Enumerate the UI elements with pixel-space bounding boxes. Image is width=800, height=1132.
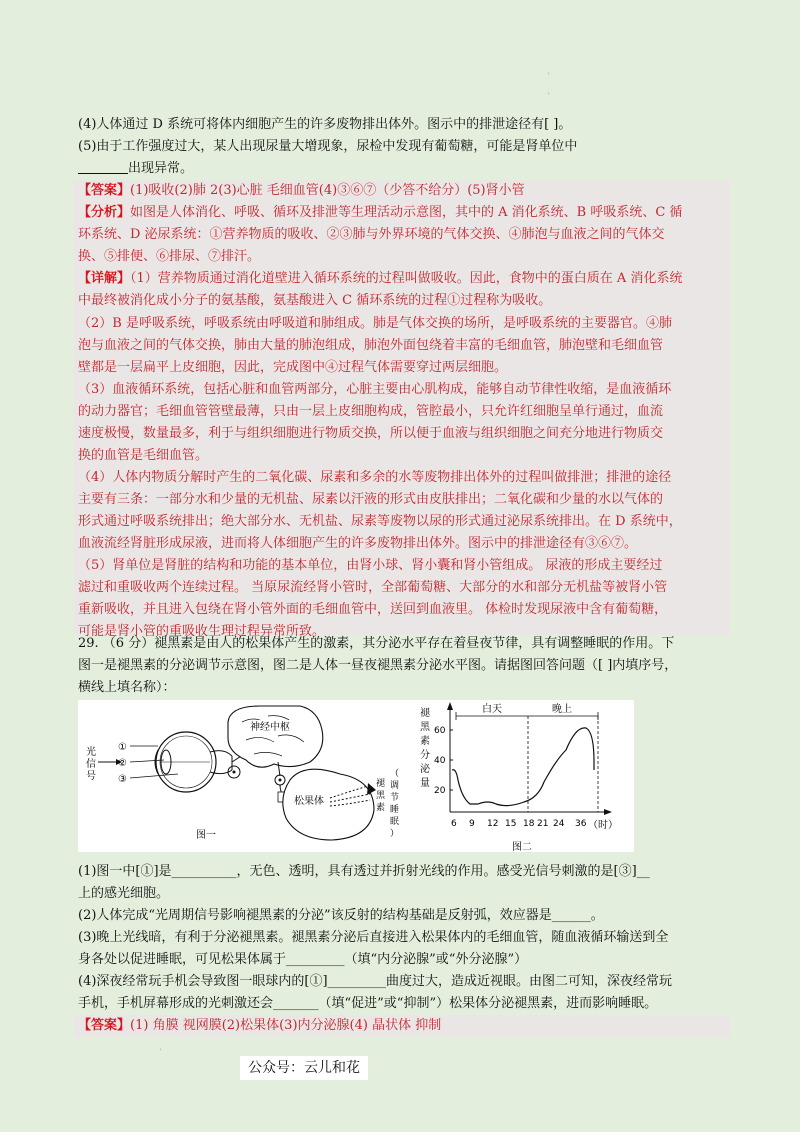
answer-line [78,180,728,201]
stray-mark: ' [548,72,550,79]
detail-line-2: 中最终被消化成小分子的氨基酸，氨基酸进入 C 循环系统的过程①过程称为吸收。 [78,293,552,308]
detail-line-13: 血液流经肾脏形成尿液，进而将人体细胞产生的许多废物排出体外。图示中的排泄途径有③⑥⑦。 [78,536,638,551]
light-label-1: 光 [86,747,96,758]
ylabel-5: 泌 [420,764,430,775]
x-tick-label: 18 [523,819,535,829]
detail-tag: 【详解】 [78,271,131,286]
ylabel-6: 量 [420,778,430,789]
pineal-label: 松果体 [294,796,324,807]
detail-line-8: 速度极慢，数量最多，利于与组织细胞进行物质交换，所以便于血液与组织细胞之间充分地进行物质交 [78,426,664,441]
footer-brand: 公众号：云儿和花 [240,1056,368,1080]
num-1: ① [118,742,127,753]
light-label-2: 信 [86,759,96,770]
detail-text: （1）营养物质通过消化道壁进入循环系统的过程叫做吸收。因此，食物中的蛋白质在 A 消化系统 [130,271,683,286]
question-29-line2: 图一是褪黑素的分泌调节示意图，图二是人体一昼夜褪黑素分泌水平图。请据图回答问题（[ ]内填序号， [78,658,678,673]
question-29-line3: 横线上填名称）： [78,680,176,695]
detail-line-9: 换的血管是毛细血管。 [78,448,209,463]
effect-label-4: 睡 [390,805,400,815]
sub-question-1-line2: 上的感光细胞。 [78,886,170,901]
analysis-text: 如图是人体消化、呼吸、循环及排泄等生理活动示意图，其中的 A 消化系统、B 呼吸系统、C 循 [130,205,683,220]
effect-label-2: 调 [390,781,400,791]
y-tick-label: 20 [434,786,446,796]
detail-line-12: 形式通过呼吸系统排出；绝大部分水、无机盐、尿素等废物以尿的形式通过泌尿系统排出。在 D 系统中， [78,514,682,529]
pointer-3 [130,774,178,778]
sub-question-2: (2)人体完成“光周期信号影响褪黑素的分泌”该反射的结构基础是反射弧，效应器是______。 [78,908,604,923]
stray-mark: ' [548,92,550,99]
x-tick-label: 12 [487,819,499,829]
num-3: ③ [118,774,127,785]
answer-blank [78,161,128,174]
x-tick-label: 9 [469,819,475,829]
figure-2-caption: 图二 [512,842,532,852]
x-tick-label: 24 [553,819,565,829]
ylabel-4: 分 [420,750,430,761]
detail-line-11: 主要有三条：一部分水和少量的无机盐、尿素以汗液的形式由皮肤排出；二氧化碳和少量的水以气体的 [78,492,664,507]
sub-question-4-line1: (4)深夜经常玩手机会导致图一眼球内的[①]_________曲度过大，造成近视眼。由图二可知，深夜经常玩 [78,974,673,989]
answer-2-tag: 【答案】 [78,1018,131,1033]
detail-line-17: 可能是肾小管的重吸收生理过程异常所致。 [78,624,326,639]
analysis-tag: 【分析】 [78,205,131,220]
stray-mark: ' [160,1048,162,1055]
analysis-line-2: 环系统、D 泌尿系统：①营养物质的吸收、②③肺与外界环境的气体交换、④肺泡与血液之间的气体交 [78,227,665,242]
light-label-3: 号 [86,771,96,782]
effect-label-3: 节 [390,793,400,803]
figure-1 [86,706,399,841]
question-5-suffix: 出现异常。 [128,161,194,176]
hormone-label-2: 黑 [376,791,386,801]
ylabel-1: 褪 [420,708,430,719]
sub-question-1-line1: (1)图一中[①]是__________，无色、透明，具有透过并折射光线的作用。感受光信号刺激的是[③]__ [78,864,650,879]
detail-line-3: （2）B 是呼吸系统，呼吸系统由呼吸道和肺组成。肺是气体交换的场所，是呼吸系统的主要器官。④肺 [78,316,672,331]
num-2: ② [118,758,127,769]
effect-label-1: （ [390,769,400,779]
figure-1-caption: 图一 [196,830,216,841]
figure-svg [78,700,634,852]
x-unit: （时） [588,820,618,831]
x-ticks [451,819,587,829]
x-axis-arrow [604,809,612,815]
x-tick-label: 15 [505,819,517,829]
effect-label-6: ） [390,829,400,839]
detail-line-7: 的动力器官；毛细血管管壁最薄，只由一层上皮细胞构成，管腔最小，只允许红细胞呈单行通过，血流 [78,404,664,419]
ylabel-2: 黑 [420,722,430,733]
sub-question-3-line2: 身各处以促进睡眠，可见松果体属于_________（填“内分泌腺”或“外分泌腺”） [78,952,528,967]
x-tick-label: 6 [451,819,457,829]
y-axis-arrow [447,702,453,710]
detail-line-14: （5）肾单位是肾脏的结构和功能的基本单位，由肾小球、肾小囊和肾小管组成。 尿液的形成主要经过 [78,558,663,573]
x-tick-label: 36 [575,819,587,829]
effect-label-5: 眠 [390,817,400,827]
center-label: 神经中枢 [250,722,290,733]
detail-line-6: （3）血液循环系统，包括心脏和血管两部分，心脏主要由心肌构成，能够自动节律性收缩，是血液循环 [78,382,672,397]
analysis-line-1 [78,202,728,223]
figure-panel [78,700,634,852]
analysis-line-3: 换、⑤排便、⑥排尿、⑦排汗。 [78,249,261,264]
detail-line-1 [78,268,728,289]
x-tick-label: 21 [537,819,549,829]
answer-text: (1)吸收(2)肺 2(3)心脏 毛细血管(4)③⑥⑦（少答不给分）(5)肾小管 [130,183,525,198]
y-tick-label: 60 [434,726,446,736]
hormone-label-1: 褪 [376,779,386,789]
sub-question-3-line1: (3)晚上光线暗，有利于分泌褪黑素。褪黑素分泌后直接进入松果体内的毛细血管，随血液循环输送到全 [78,930,669,945]
figure-2-chart [420,702,618,852]
question-5-line2 [78,158,728,179]
ylabel-3: 素 [420,736,430,747]
detail-line-10: （4）人体内物质分解时产生的二氧化碳、尿素和多余的水等废物排出体外的过程叫做排泄；排泄的途径 [78,470,672,485]
hormone-label-3: 素 [376,803,386,813]
answer-2-line [78,1015,728,1036]
detail-line-5: 壁都是一层扁平上皮细胞，因此，完成图中④过程气体需要穿过两层细胞。 [78,360,508,375]
question-5-line1: (5)由于工作强度过大，某人出现尿量大增现象，尿检中发现有葡萄糖，可能是肾单位中 [78,139,578,154]
answer-tag: 【答案】 [78,183,131,198]
pointer-2 [130,760,164,762]
question-4: (4)人体通过 D 系统可将体内细胞产生的许多废物排出体外。图示中的排泄途径有[ ]。 [78,117,572,132]
detail-line-4: 泡与血液之间的气体交换，肺由大量的肺泡组成，肺泡外面包绕着丰富的毛细血管，肺泡壁和毛细血管 [78,338,664,353]
pineal-diagram [283,769,376,840]
melatonin-curve [452,728,594,806]
sub-question-4-line2: 手机，手机屏幕形成的光刺激还会_______（填“促进”或“抑制”）松果体分泌褪黑素，进而影响睡眠。 [78,996,658,1011]
answer-2-text: (1) 角膜 视网膜(2)松果体(3)内分泌腺(4) 晶状体 抑制 [130,1018,442,1033]
detail-line-15: 滤过和重吸收两个连续过程。 当原尿流经肾小管时，全部葡萄糖、大部分的水和部分无机盐等被肾小管 [78,580,668,595]
day-label: 白天 [482,704,502,715]
question-29-line1: 29. （6 分）褪黑素是由人的松果体产生的激素，其分泌水平存在着昼夜节律，具有调整睡眠的作用。下 [78,636,675,651]
y-tick-label: 40 [434,756,446,766]
night-label: 晚上 [552,704,572,715]
detail-line-16: 重新吸收，并且进入包绕在肾小管外面的毛细血管中，送回到血液里。 体检时发现尿液中含有葡萄糖， [78,602,668,617]
